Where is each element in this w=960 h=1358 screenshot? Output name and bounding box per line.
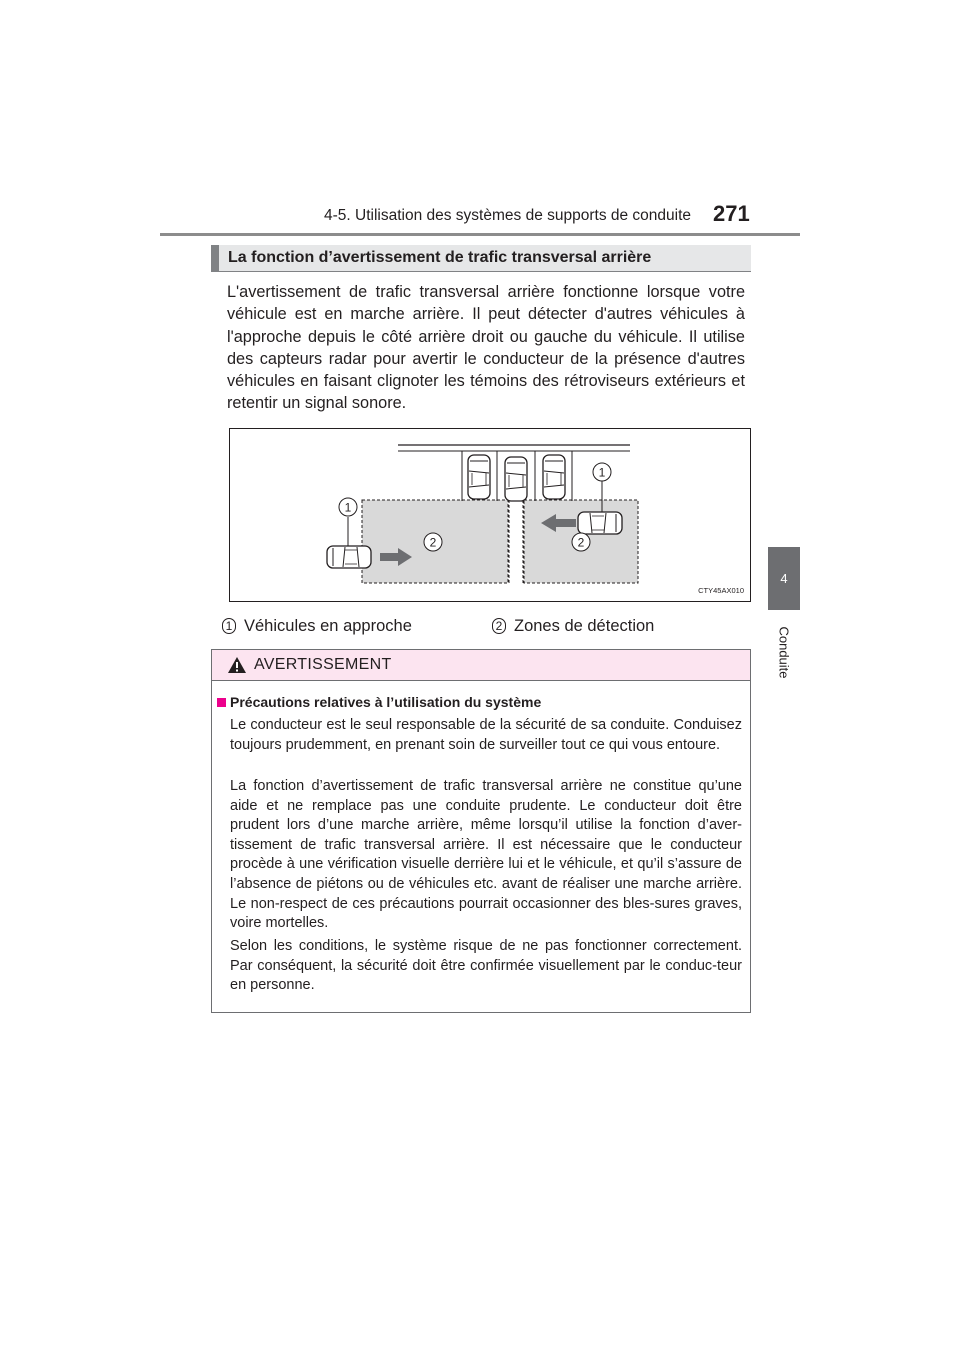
legend-item-approaching-vehicles — [222, 615, 412, 637]
legend-label: Zones de détection — [514, 616, 655, 635]
callout-zone-right — [572, 533, 590, 551]
legend-number: 2 — [492, 618, 506, 634]
parked-car-2 — [543, 455, 565, 499]
warning-subheading-text: Précautions relatives à l’utilisation du système — [230, 694, 542, 710]
legend-number: 1 — [222, 618, 236, 634]
approaching-car-left — [327, 546, 371, 568]
page-number: 271 — [713, 201, 750, 226]
chapter-number: 4 — [780, 571, 788, 586]
callout-label: 2 — [429, 535, 437, 550]
chapter-label-text: Conduite — [776, 625, 792, 679]
own-vehicle — [505, 457, 527, 501]
parking-diagram — [230, 429, 752, 603]
warning-paragraph: Le conducteur est le seul responsable de la sécurité de sa conduite. Conduisez toujours prudemment, en prenant soin de surveiller tout ce qui vous entoure. — [230, 717, 742, 753]
warning-header — [212, 650, 750, 681]
warning-subheading — [217, 694, 541, 710]
chapter-tab[interactable] — [768, 547, 800, 610]
callout-label: 1 — [344, 500, 352, 515]
figure-code: CTY45AX010 — [698, 586, 744, 595]
legend-item-detection-zones — [492, 615, 654, 637]
header-divider — [160, 233, 800, 236]
warning-box — [211, 649, 751, 1013]
warning-title: AVERTISSEMENT — [254, 656, 392, 673]
warning-paragraph: La fonction d’avertissement de trafic transversal arrière ne constitue qu’une aide et ne remplace pas une conduite prudente. Le conducteur doit être prudent lors d’une marche arrière, même lorsqu’il utilise la fonction d’aver-tissement de trafic transversal arrière. Il est nécessaire que le conducteur procède à une vérification visuelle derrière lui et le véhicule, et qu’il s’assure de l’absence de piétons ou de véhicules etc. avant de réaliser une marche arrière. Le non-respect de ces précautions pourrait occasionner des bles-sures graves, voire mortelles. — [230, 778, 742, 932]
callout-approaching-left — [339, 498, 357, 546]
callout-label: 2 — [577, 535, 585, 550]
intro-paragraph: L'avertissement de trafic transversal arrière fonctionne lorsque votre véhicule est en marche arrière. Il peut détecter d'autres véhicules à l'approche depuis le côté arrière droit ou gauche du véhicule. Il utilise des capteurs radar pour avertir le conducteur de la présence d'autres véhicules en faisant clignoter les témoins des rétroviseurs extérieurs et retentir un signal sonore. — [227, 283, 745, 413]
warning-paragraph: Selon les conditions, le système risque de ne pas fonctionner correctement. Par conséquent, la sécurité doit être confirmée visuellement par le conduc-teur en personne. — [230, 938, 742, 994]
approaching-car-right — [578, 512, 622, 534]
callout-label: 1 — [598, 465, 606, 480]
square-bullet-icon — [217, 698, 226, 707]
warning-triangle-icon — [227, 656, 247, 674]
chapter-label — [769, 617, 799, 687]
header-section-title: 4-5. Utilisation des systèmes de supports de conduite — [324, 207, 692, 224]
callout-zone-left — [424, 533, 442, 551]
legend-label: Véhicules en approche — [244, 616, 412, 635]
parked-car-1 — [468, 455, 490, 499]
rear-cross-traffic-illustration — [229, 428, 751, 602]
section-heading: La fonction d’avertissement de trafic transversal arrière — [211, 245, 751, 272]
